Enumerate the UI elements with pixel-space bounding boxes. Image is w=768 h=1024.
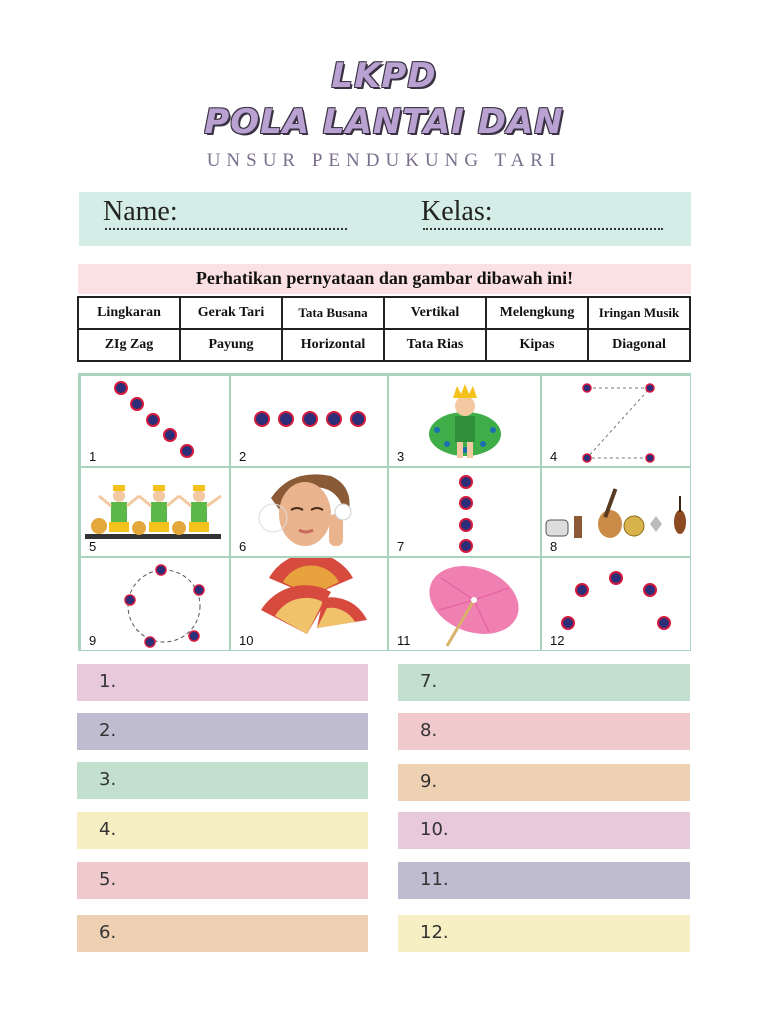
- subtitle: UNSUR PENDUKUNG TARI: [206, 150, 562, 171]
- picture-cell: [388, 467, 541, 557]
- word-bank-cell: Payung: [180, 329, 282, 361]
- picture-cell: [80, 467, 230, 557]
- picture-cell: [388, 557, 541, 651]
- picture-cell: [230, 557, 388, 651]
- word-bank-cell: Tata Rias: [384, 329, 486, 361]
- word-bank-cell: Tata Busana: [282, 297, 384, 329]
- picture-number: 4: [550, 449, 558, 464]
- picture-cell: [541, 467, 691, 557]
- picture-cell: [541, 557, 691, 651]
- picture-number: 12: [550, 633, 565, 648]
- picture-number: 5: [89, 539, 97, 554]
- picture-number: 8: [550, 539, 558, 554]
- word-bank-cell: Iringan Musik: [588, 297, 690, 329]
- umbrella-icon: [389, 558, 542, 652]
- picture-number: 3: [397, 449, 405, 464]
- answer-field-12[interactable]: [398, 915, 690, 952]
- picture-cell: [388, 375, 541, 467]
- answer-field-6[interactable]: [77, 915, 368, 952]
- picture-cell: [80, 375, 230, 467]
- fans-icon: [231, 558, 389, 652]
- word-bank-table: [77, 296, 691, 362]
- picture-number: 7: [397, 539, 405, 554]
- picture-number: 1: [89, 449, 97, 464]
- answer-label: 7.: [420, 671, 438, 692]
- word-bank-cell: Lingkaran: [78, 297, 180, 329]
- picture-cell: [230, 375, 388, 467]
- answer-label: 8.: [420, 720, 438, 741]
- word-bank-cell: Diagonal: [588, 329, 690, 361]
- answer-field-9[interactable]: [398, 764, 690, 801]
- face-makeup-icon: [231, 468, 389, 558]
- answer-field-4[interactable]: [77, 812, 368, 849]
- answer-label: 12.: [420, 922, 449, 943]
- answer-label: 3.: [99, 769, 117, 790]
- class-field[interactable]: [423, 228, 663, 230]
- answer-field-7[interactable]: [398, 664, 690, 701]
- answer-field-2[interactable]: [77, 713, 368, 750]
- circle-dots-icon: [81, 558, 231, 652]
- title-line-2: POLA LANTAI DAN: [204, 102, 564, 142]
- name-class-box: [79, 192, 691, 246]
- picture-number: 6: [239, 539, 247, 554]
- answer-label: 11.: [420, 869, 449, 890]
- title-line-1: LKPD: [331, 56, 437, 96]
- answer-field-3[interactable]: [77, 762, 368, 799]
- word-bank-cell: Horizontal: [282, 329, 384, 361]
- picture-cell: [230, 467, 388, 557]
- answer-label: 10.: [420, 819, 449, 840]
- dancers-movement-icon: [81, 468, 231, 558]
- diagonal-dots-icon: [81, 376, 231, 468]
- name-field[interactable]: [105, 228, 347, 230]
- word-bank-cell: Vertikal: [384, 297, 486, 329]
- answer-label: 5.: [99, 869, 117, 890]
- word-bank-cell: Kipas: [486, 329, 588, 361]
- answer-field-11[interactable]: [398, 862, 690, 899]
- curved-dots-icon: [542, 558, 692, 652]
- picture-cell: [541, 375, 691, 467]
- music-instruments-icon: [542, 468, 692, 558]
- horizontal-dots-icon: [231, 376, 389, 468]
- zigzag-dots-icon: [542, 376, 692, 468]
- peacock-dancer-costume-icon: [389, 376, 542, 468]
- answer-field-8[interactable]: [398, 713, 690, 750]
- picture-number: 11: [397, 633, 411, 648]
- answer-field-10[interactable]: [398, 812, 690, 849]
- name-label: Name:: [103, 196, 178, 227]
- answer-label: 6.: [99, 922, 117, 943]
- answer-label: 4.: [99, 819, 117, 840]
- vertical-dots-icon: [389, 468, 542, 558]
- picture-number: 2: [239, 449, 247, 464]
- picture-number: 9: [89, 633, 97, 648]
- instruction-text: Perhatikan pernyataan dan gambar dibawah ini!: [78, 264, 691, 294]
- answer-label: 2.: [99, 720, 117, 741]
- picture-cell: [80, 557, 230, 651]
- word-bank-cell: Melengkung: [486, 297, 588, 329]
- word-bank-cell: Gerak Tari: [180, 297, 282, 329]
- picture-grid: [78, 373, 691, 651]
- word-bank-cell: ZIg Zag: [78, 329, 180, 361]
- picture-number: 10: [239, 633, 254, 648]
- answer-field-5[interactable]: [77, 862, 368, 899]
- answer-label: 1.: [99, 671, 117, 692]
- answer-field-1[interactable]: [77, 664, 368, 701]
- answer-label: 9.: [420, 771, 438, 792]
- class-label: Kelas:: [421, 196, 493, 227]
